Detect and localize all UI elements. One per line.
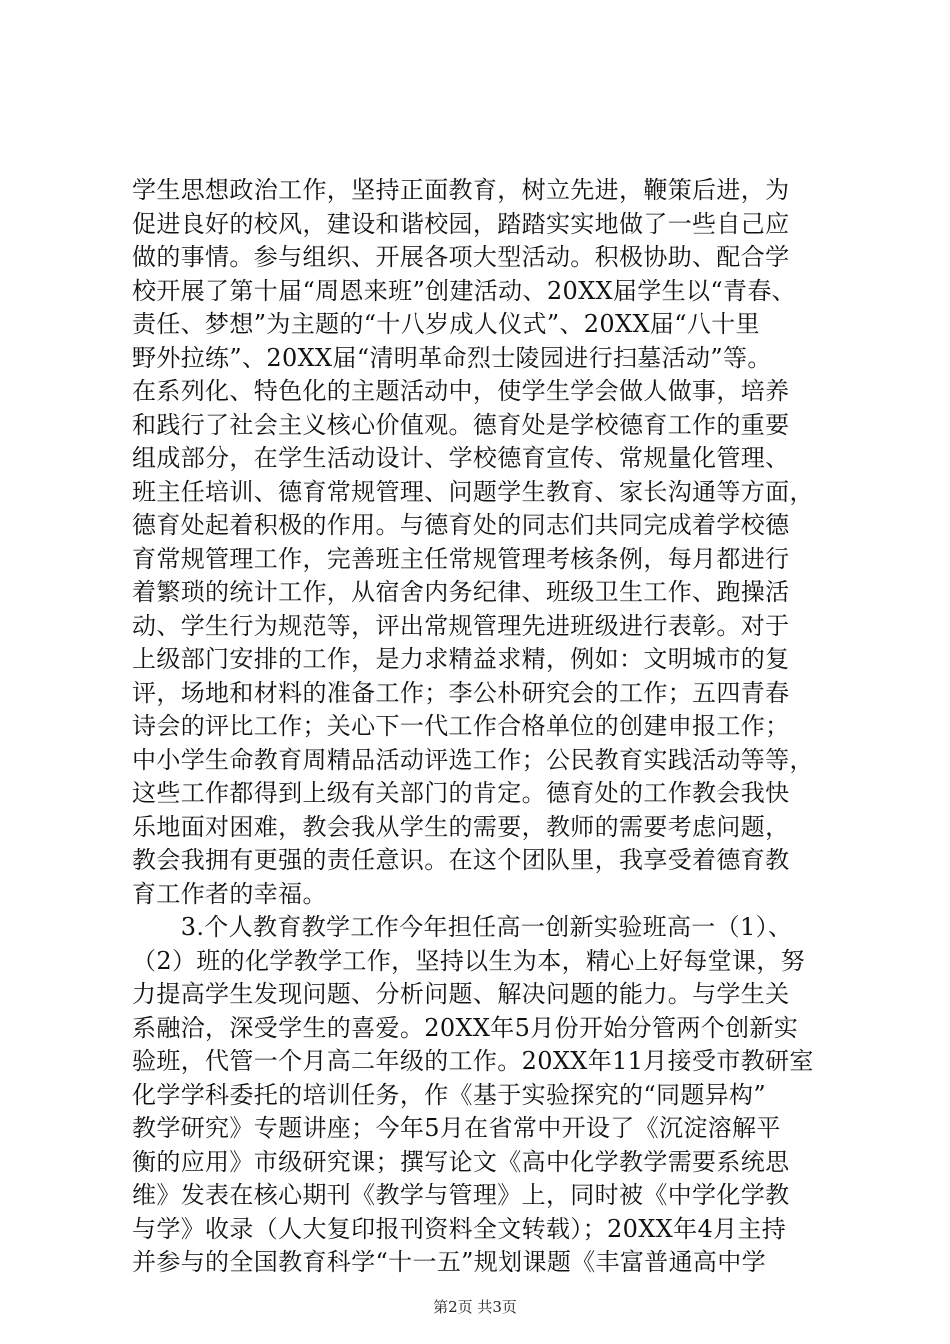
- text-line: 验班，代管一个月高二年级的工作。20XX年11月接受市教研室: [132, 1047, 814, 1075]
- text-line: 组成部分，在学生活动设计、学校德育宣传、常规量化管理、: [132, 444, 790, 472]
- text-line: 野外拉练”、20XX届“清明革命烈士陵园进行扫墓活动”等。: [132, 343, 772, 372]
- text-line: 在系列化、特色化的主题活动中，使学生学会做人做事，培养: [132, 377, 790, 405]
- text-line: 和践行了社会主义核心价值观。德育处是学校德育工作的重要: [132, 410, 790, 439]
- text-line: 化学学科委托的培训任务，作《基于实验探究的“同题异构”: [132, 1080, 766, 1109]
- text-line: （2）班的化学教学工作，坚持以生为本，精心上好每堂课，努: [132, 946, 806, 975]
- text-line: 3.个人教育教学工作今年担任高一创新实验班高一（1）、: [132, 913, 793, 941]
- text-line: 动、学生行为规范等，评出常规管理先进班级进行表彰。对于: [132, 611, 790, 640]
- text-line: 乐地面对困难，教会我从学生的需要，教师的需要考虑问题，: [132, 812, 790, 841]
- text-line: 这些工作都得到上级有关部门的肯定。德育处的工作教会我快: [132, 779, 790, 807]
- text-line: 育工作者的幸福。: [132, 879, 327, 908]
- text-line: 责任、梦想”为主题的“十八岁成人仪式”、20XX届“八十里: [132, 310, 760, 338]
- text-line: 教会我拥有更强的责任意识。在这个团队里，我享受着德育教: [132, 846, 790, 874]
- text-line: 系融洽，深受学生的喜爱。20XX年5月份开始分管两个创新实: [132, 1013, 799, 1042]
- text-line: 学生思想政治工作，坚持正面教育，树立先进，鞭策后进，为: [132, 176, 790, 204]
- text-line: 促进良好的校风，建设和谐校园，踏踏实实地做了一些自己应: [132, 209, 790, 238]
- text-line: 教学研究》专题讲座；今年5月在省常中开设了《沉淀溶解平: [132, 1114, 781, 1142]
- body-text: [132, 174, 832, 1280]
- text-line: 力提高学生发现问题、分析问题、解决问题的能力。与学生关: [132, 980, 790, 1008]
- text-line: 上级部门安排的工作，是力求精益求精，例如：文明城市的复: [132, 645, 790, 673]
- text-line: 校开展了第十届“周恩来班”创建活动、20XX届学生以“青春、: [132, 276, 797, 305]
- text-line: 诗会的评比工作；关心下一代工作合格单位的创建申报工作；: [132, 712, 790, 740]
- text-line: 中小学生命教育周精品活动评选工作；公民教育实践活动等等，: [132, 745, 814, 774]
- text-line: 德育处起着积极的作用。与德育处的同志们共同完成着学校德: [132, 511, 790, 539]
- text-line: 做的事情。参与组织、开展各项大型活动。积极协助、配合学: [132, 243, 790, 271]
- text-line: 班主任培训、德育常规管理、问题学生教育、家长沟通等方面，: [132, 477, 814, 506]
- page-number-footer: 第2页 共3页: [433, 1298, 517, 1316]
- text-line: 与学》收录（人大复印报刊资料全文转载）；20XX年4月主持: [132, 1214, 787, 1243]
- text-line: 育常规管理工作，完善班主任常规管理考核条例，每月都进行: [132, 544, 790, 573]
- text-line: 评，场地和材料的准备工作；李公朴研究会的工作；五四青春: [132, 678, 790, 707]
- text-line: 并参与的全国教育科学“十一五”规划课题《丰富普通高中学: [132, 1248, 766, 1276]
- text-line: 衡的应用》市级研究课；撰写论文《高中化学教学需要系统思: [132, 1147, 790, 1176]
- text-line: 维》发表在核心期刊《教学与管理》上，同时被《中学化学教: [132, 1181, 790, 1209]
- text-line: 着繁琐的统计工作，从宿舍内务纪律、班级卫生工作、跑操活: [132, 578, 790, 606]
